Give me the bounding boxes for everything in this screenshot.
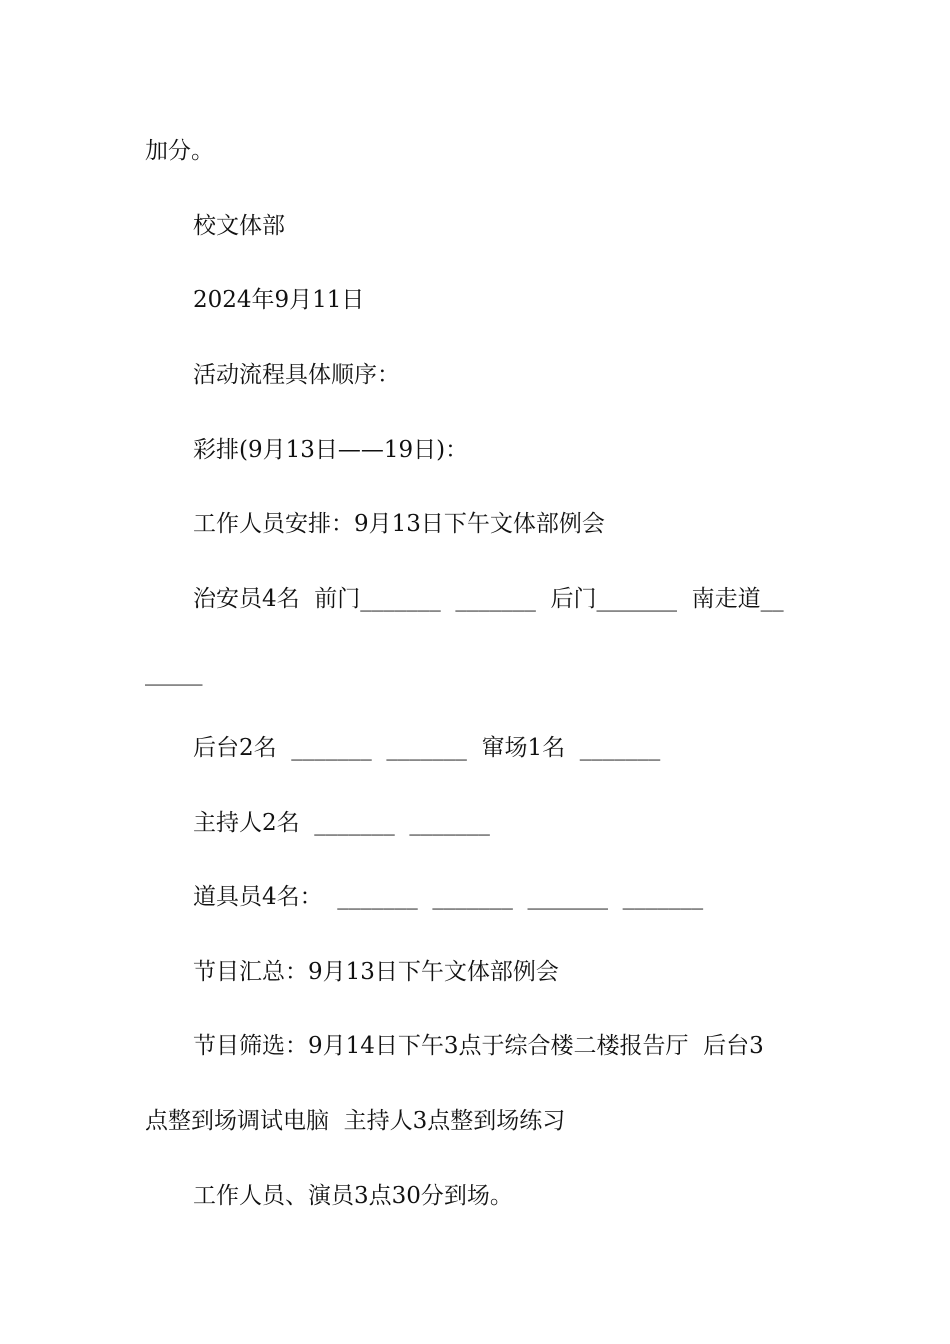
text-line-10: 主持人2名 _______ _______ (193, 810, 490, 836)
text-line-8: _____ (145, 660, 203, 686)
text-line-2: 校文体部 (193, 213, 285, 239)
text-line-5: 彩排(9月13日——19日)： (193, 437, 469, 463)
text-line-3: 2024年9月11日 (193, 287, 365, 313)
text-line-7: 治安员4名 前门_______ _______ 后门_______ 南走道__ (193, 586, 784, 612)
text-line-12: 节目汇总：9月13日下午文体部例会 (193, 959, 559, 985)
text-line-14: 点整到场调试电脑 主持人3点整到场练习 (145, 1108, 566, 1134)
text-line-6: 工作人员安排：9月13日下午文体部例会 (193, 511, 605, 537)
text-line-9: 后台2名 _______ _______ 窜场1名 _______ (193, 735, 661, 761)
text-line-15: 工作人员、演员3点30分到场。 (193, 1183, 513, 1209)
text-line-1: 加分。 (145, 138, 214, 164)
text-line-4: 活动流程具体顺序： (193, 362, 400, 388)
text-line-11: 道具员4名： _______ _______ _______ _______ (193, 884, 704, 910)
text-line-13: 节目筛选：9月14日下午3点于综合楼二楼报告厅 后台3 (193, 1033, 764, 1059)
